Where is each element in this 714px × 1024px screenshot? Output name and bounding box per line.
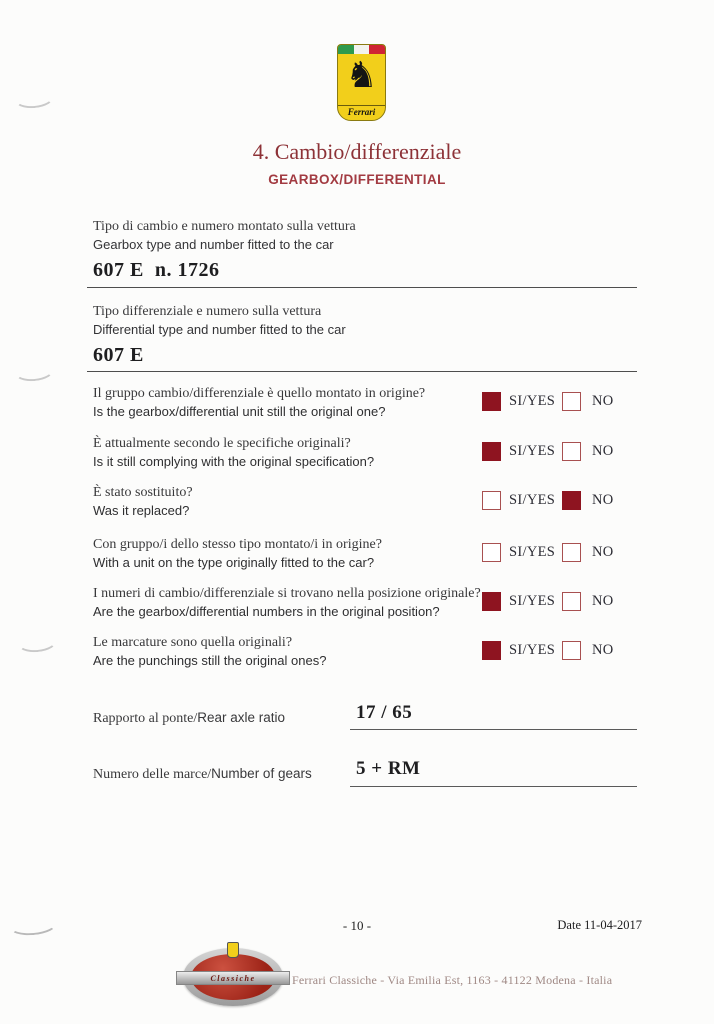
question-text-it: I numeri di cambio/differenziale si trovano nella posizione originale? <box>93 586 481 601</box>
question-text-en: Are the punchings still the original ones? <box>93 653 327 668</box>
section-title: 4. Cambio/differenziale <box>252 139 462 164</box>
emblem-band-text: Classiche <box>210 973 256 983</box>
value-rule <box>350 786 637 787</box>
emblem-band <box>176 971 290 985</box>
scan-binder-mark <box>13 86 55 109</box>
rear-axle-ratio-label <box>93 710 285 727</box>
rear-axle-ratio-label-en: Rear axle ratio <box>197 710 285 725</box>
checkbox-si-yes[interactable] <box>482 592 501 611</box>
rear-axle-ratio-value: 17 / 65 <box>356 702 413 723</box>
date-label: Date 11-04-2017 <box>557 918 642 932</box>
prancing-horse-icon: ♞ <box>345 55 378 96</box>
checkbox-no[interactable] <box>562 592 581 611</box>
checkbox-si-yes-label: SI/YES <box>509 393 556 409</box>
emblem-mini-shield-icon <box>227 942 239 958</box>
checkbox-si-yes-label: SI/YES <box>509 544 556 560</box>
question-text-it: Le marcature sono quella originali? <box>93 635 293 650</box>
scan-binder-mark <box>13 359 55 382</box>
checkbox-no[interactable] <box>562 442 581 461</box>
ferrari-wordmark: Ferrari <box>338 105 385 117</box>
question-text-it: È stato sostituito? <box>93 485 193 500</box>
value-rule <box>350 729 637 730</box>
checkbox-si-yes-label: SI/YES <box>509 642 556 658</box>
label-separator: / <box>207 767 212 782</box>
gearbox-type-label-it: Tipo di cambio e numero montato sulla vettura <box>93 219 356 234</box>
checkbox-si-yes[interactable] <box>482 491 501 510</box>
question-text-it: Con gruppo/i dello stesso tipo montato/i in origine? <box>93 537 382 552</box>
differential-type-value: 607 E <box>93 344 144 366</box>
number-of-gears-label-en: Number of gears <box>211 766 312 781</box>
question-row <box>0 436 714 482</box>
field-rule <box>87 371 637 372</box>
question-text-en: Was it replaced? <box>93 503 190 518</box>
checkbox-no-label: NO <box>592 642 614 658</box>
number-of-gears-value: 5 + RM <box>356 758 421 779</box>
checkbox-no[interactable] <box>562 392 581 411</box>
checkbox-no-label: NO <box>592 492 614 508</box>
question-row <box>0 537 714 583</box>
page-number: - 10 - <box>342 918 372 933</box>
question-row <box>0 586 714 632</box>
question-text-it: Il gruppo cambio/differenziale è quello montato in origine? <box>93 386 426 401</box>
question-row <box>0 386 714 432</box>
checkbox-no-label: NO <box>592 544 614 560</box>
gearbox-type-label-en: Gearbox type and number fitted to the car <box>93 237 334 252</box>
checkbox-si-yes-label: SI/YES <box>509 443 556 459</box>
gearbox-type-value: 607 E n. 1726 <box>93 259 220 281</box>
label-separator: / <box>193 711 198 726</box>
differential-type-label-en: Differential type and number fitted to the car <box>93 322 346 337</box>
differential-type-label-it: Tipo differenziale e numero sulla vettura <box>93 304 322 319</box>
number-of-gears-label <box>93 766 312 783</box>
number-of-gears-label-it: Numero delle marce <box>93 767 208 782</box>
question-text-en: Are the gearbox/differential numbers in the original position? <box>93 604 440 619</box>
checkbox-no[interactable] <box>562 491 581 510</box>
ferrari-classiche-emblem <box>183 948 283 1006</box>
question-text-en: Is it still complying with the original specification? <box>93 454 375 469</box>
checkbox-si-yes[interactable] <box>482 442 501 461</box>
question-text-it: È attualmente secondo le specifiche originali? <box>93 436 351 451</box>
question-text-en: With a unit on the type originally fitted to the car? <box>93 555 375 570</box>
checkbox-no-label: NO <box>592 443 614 459</box>
checkbox-si-yes-label: SI/YES <box>509 492 556 508</box>
question-text-en: Is the gearbox/differential unit still the original one? <box>93 404 386 419</box>
checkbox-si-yes-label: SI/YES <box>509 593 556 609</box>
section-subtitle: GEARBOX/DIFFERENTIAL <box>268 172 446 187</box>
field-rule <box>87 287 637 288</box>
checkbox-si-yes[interactable] <box>482 641 501 660</box>
question-row <box>0 485 714 531</box>
ferrari-shield-logo <box>337 44 386 121</box>
checkbox-si-yes[interactable] <box>482 543 501 562</box>
footer-address: Ferrari Classiche - Via Emilia Est, 1163 - 41122 Modena - Italia <box>292 973 613 987</box>
rear-axle-ratio-label-it: Rapporto al ponte <box>93 711 194 726</box>
question-row <box>0 635 714 681</box>
checkbox-no[interactable] <box>562 641 581 660</box>
checkbox-si-yes[interactable] <box>482 392 501 411</box>
checkbox-no[interactable] <box>562 543 581 562</box>
checkbox-no-label: NO <box>592 393 614 409</box>
checkbox-no-label: NO <box>592 593 614 609</box>
